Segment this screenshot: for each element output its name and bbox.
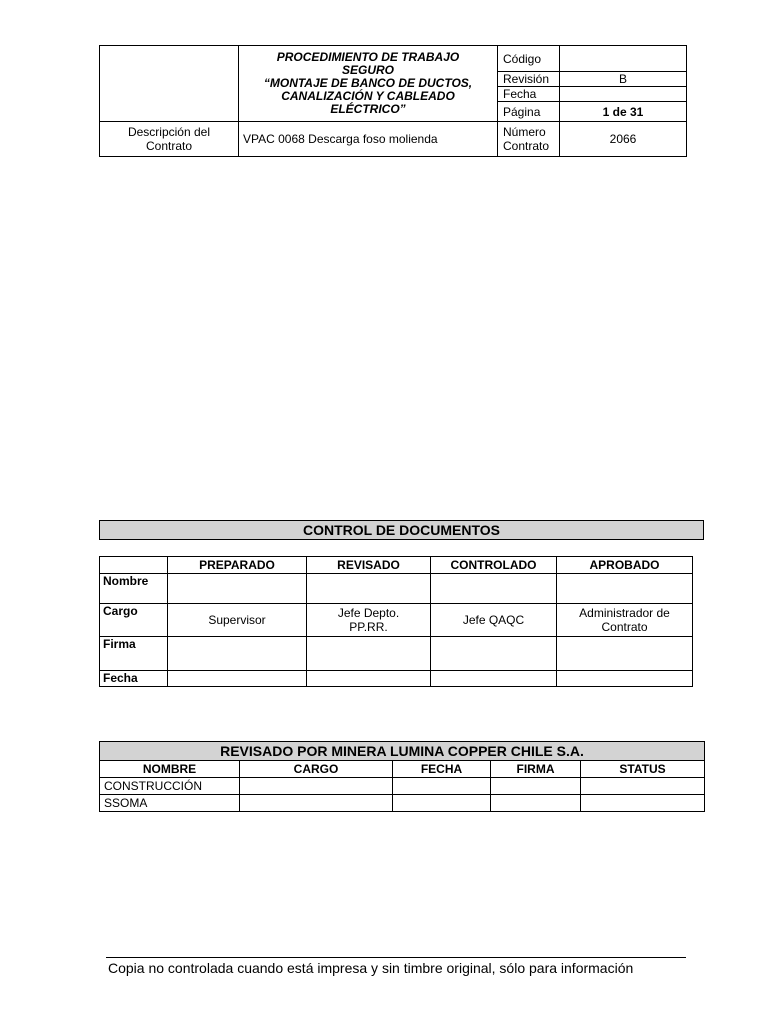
control-documentos-title: CONTROL DE DOCUMENTOS (99, 520, 704, 540)
title-line: SEGURO (341, 63, 394, 77)
footer-divider (106, 957, 686, 958)
col-controlado: CONTROLADO (431, 557, 557, 574)
row-fecha: Fecha (100, 671, 168, 687)
approval-table (99, 556, 693, 687)
fecha-value (560, 87, 687, 102)
status-cell (581, 778, 705, 795)
cargo-preparado (168, 604, 307, 637)
firma-revisado (307, 637, 431, 671)
title-line: PROCEDIMIENTO DE TRABAJO (276, 50, 460, 64)
col-status: STATUS (581, 761, 705, 778)
nombre-controlado (431, 574, 557, 604)
row-cargo: Cargo (100, 604, 168, 637)
fecha-cell (393, 795, 491, 812)
numero-contrato-value: 2066 (560, 122, 687, 157)
cargo-text: PP.RR. (349, 620, 388, 634)
firma-preparado (168, 637, 307, 671)
title-line: CANALIZACIÓN Y CABLEADO (281, 89, 455, 103)
firma-controlado (431, 637, 557, 671)
revision-label: Revisión (498, 72, 560, 87)
nombre-aprobado (557, 574, 693, 604)
table-row: CONSTRUCCIÓN (100, 778, 240, 795)
firma-aprobado (557, 637, 693, 671)
col-preparado: PREPARADO (168, 557, 307, 574)
col-nombre: NOMBRE (100, 761, 240, 778)
logo-cell (100, 46, 239, 122)
codigo-value (560, 46, 687, 72)
cargo-cell (240, 778, 393, 795)
col-revisado: REVISADO (307, 557, 431, 574)
status-cell (581, 795, 705, 812)
cargo-controlado (431, 604, 557, 637)
row-firma: Firma (100, 637, 168, 671)
col-fecha: FECHA (393, 761, 491, 778)
numero-contrato-label (498, 122, 560, 157)
descripcion-label (100, 122, 239, 157)
revision-value: B (560, 72, 687, 87)
cargo-text: Administrador de (579, 606, 670, 620)
cargo-text: Jefe QAQC (462, 613, 525, 627)
firma-cell (491, 778, 581, 795)
row-nombre: Nombre (100, 574, 168, 604)
fecha-cell (393, 778, 491, 795)
pagina-label: Página (498, 102, 560, 122)
nombre-revisado (307, 574, 431, 604)
fecha-preparado (168, 671, 307, 687)
revisado-table (99, 741, 705, 812)
col-firma: FIRMA (491, 761, 581, 778)
cargo-revisado (307, 604, 431, 637)
nombre-preparado (168, 574, 307, 604)
cargo-text: Jefe Depto. (337, 606, 400, 620)
fecha-label: Fecha (498, 87, 560, 102)
col-aprobado: APROBADO (557, 557, 693, 574)
fecha-revisado (307, 671, 431, 687)
header-table (99, 45, 687, 157)
descripcion-label-line: Contrato (145, 139, 193, 153)
col-cargo: CARGO (240, 761, 393, 778)
codigo-label: Código (498, 46, 560, 72)
numero-label-line: Número (503, 125, 546, 139)
fecha-aprobado (557, 671, 693, 687)
table-row: SSOMA (100, 795, 240, 812)
footer-text: Copia no controlada cuando está impresa y sin timbre original, sólo para información (108, 960, 634, 976)
cargo-cell (240, 795, 393, 812)
fecha-controlado (431, 671, 557, 687)
revisado-title: REVISADO POR MINERA LUMINA COPPER CHILE S.A. (100, 742, 705, 761)
firma-cell (491, 795, 581, 812)
title-line: “MONTAJE DE BANCO DE DUCTOS, (263, 76, 473, 90)
descripcion-value: VPAC 0068 Descarga foso molienda (239, 122, 498, 157)
title-line: ELÉCTRICO” (330, 102, 406, 116)
pagina-value: 1 de 31 (560, 102, 687, 122)
cargo-text: Supervisor (208, 613, 266, 627)
corner-cell (100, 557, 168, 574)
numero-label-line: Contrato (503, 139, 550, 153)
cargo-text: Contrato (601, 620, 648, 634)
cargo-aprobado (557, 604, 693, 637)
descripcion-label-line: Descripción del (127, 125, 211, 139)
document-title (239, 46, 498, 122)
